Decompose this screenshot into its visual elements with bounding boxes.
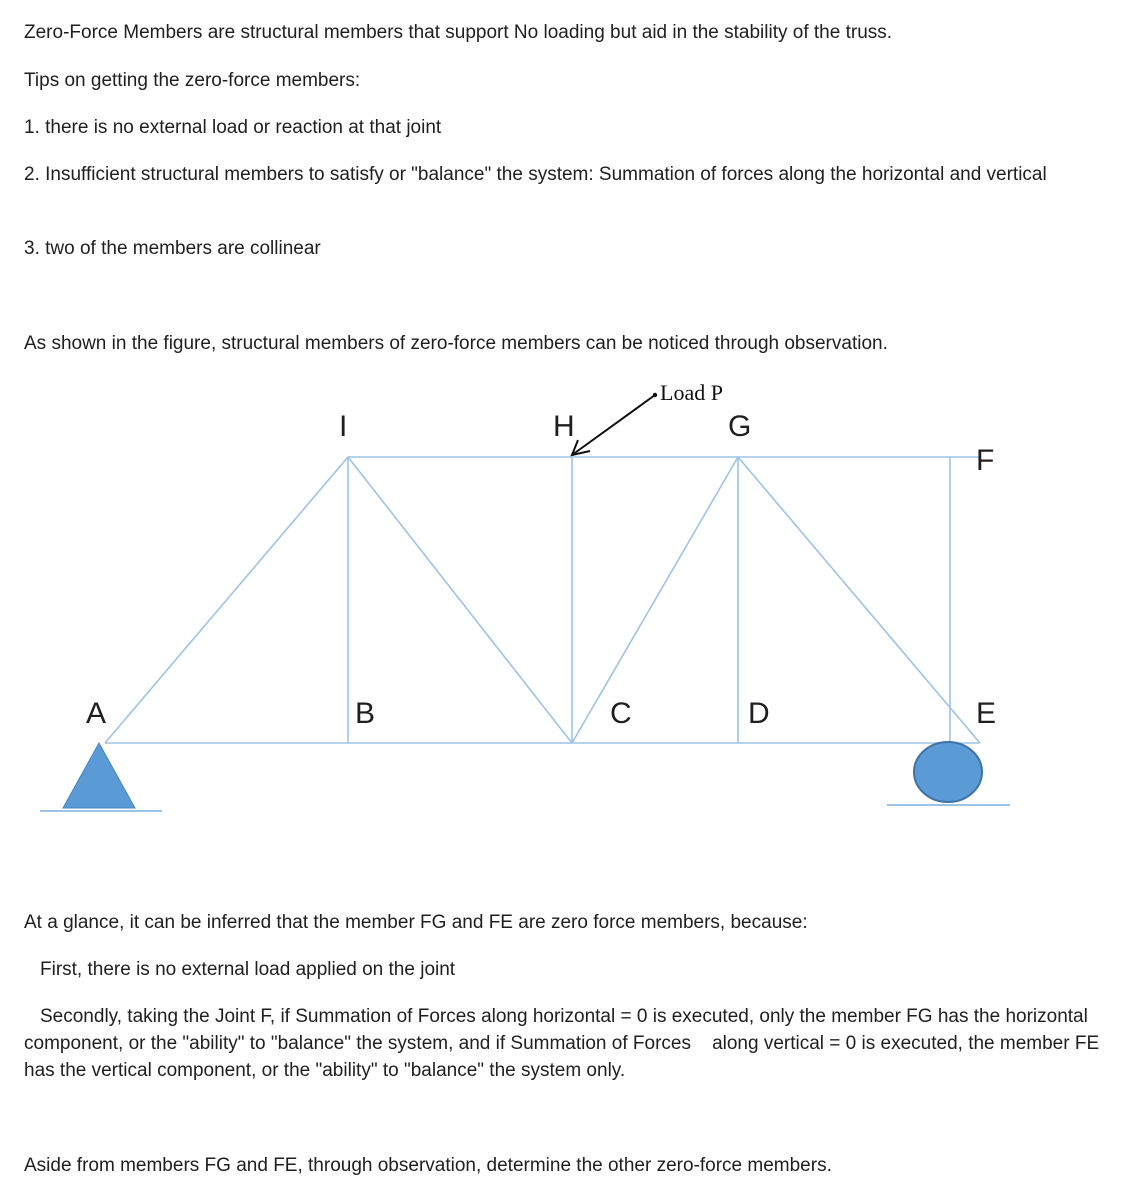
joint-label-a: A <box>86 697 107 730</box>
joint-label-b: B <box>355 697 376 730</box>
joint-label-i: I <box>339 410 348 443</box>
member-ge <box>738 457 980 743</box>
pin-support <box>63 743 135 808</box>
member-ic <box>348 457 572 743</box>
truss-figure <box>0 370 1137 840</box>
member-ai <box>105 457 348 743</box>
joint-label-h: H <box>553 410 575 443</box>
roller-support <box>914 742 982 802</box>
tip-1: 1. there is no external load or reaction at that joint <box>24 117 442 138</box>
tip-2: 2. Insufficient structural members to satisfy or "balance" the system: Summation of forces along the horizontal and vertical <box>24 164 1047 185</box>
joint-label-d: D <box>748 697 770 730</box>
first-reason: First, there is no external load applied on the joint <box>40 959 456 980</box>
joint-label-e: E <box>976 697 997 730</box>
figure-intro-text: As shown in the figure, structural members of zero-force members can be noticed through observation. <box>24 333 888 354</box>
member-cg <box>572 457 738 743</box>
intro-text: Zero-Force Members are structural members that support No loading but aid in the stability of the truss. <box>24 22 893 43</box>
tip-3: 3. two of the members are collinear <box>24 238 321 259</box>
joint-label-f: F <box>976 444 995 477</box>
load-label: Load P <box>660 380 723 405</box>
load-arrow <box>572 395 655 455</box>
second-reason: Secondly, taking the Joint F, if Summation of Forces along horizontal = 0 is executed, only the member FG has the horizontal component, or the "ability" to "balance" the system, and if Summation of Forces along vertical = 0 is executed, the member FE has the vertical component, or the "ability" to "balance" the system only. <box>24 1006 1105 1081</box>
truss-members <box>105 457 980 743</box>
tips-heading: Tips on getting the zero-force members: <box>24 70 361 91</box>
glance-text: At a glance, it can be inferred that the member FG and FE are zero force members, because: <box>24 912 808 933</box>
joint-label-g: G <box>728 410 752 443</box>
joint-label-c: C <box>610 697 632 730</box>
question-text: Aside from members FG and FE, through observation, determine the other zero-force members. <box>24 1155 832 1176</box>
